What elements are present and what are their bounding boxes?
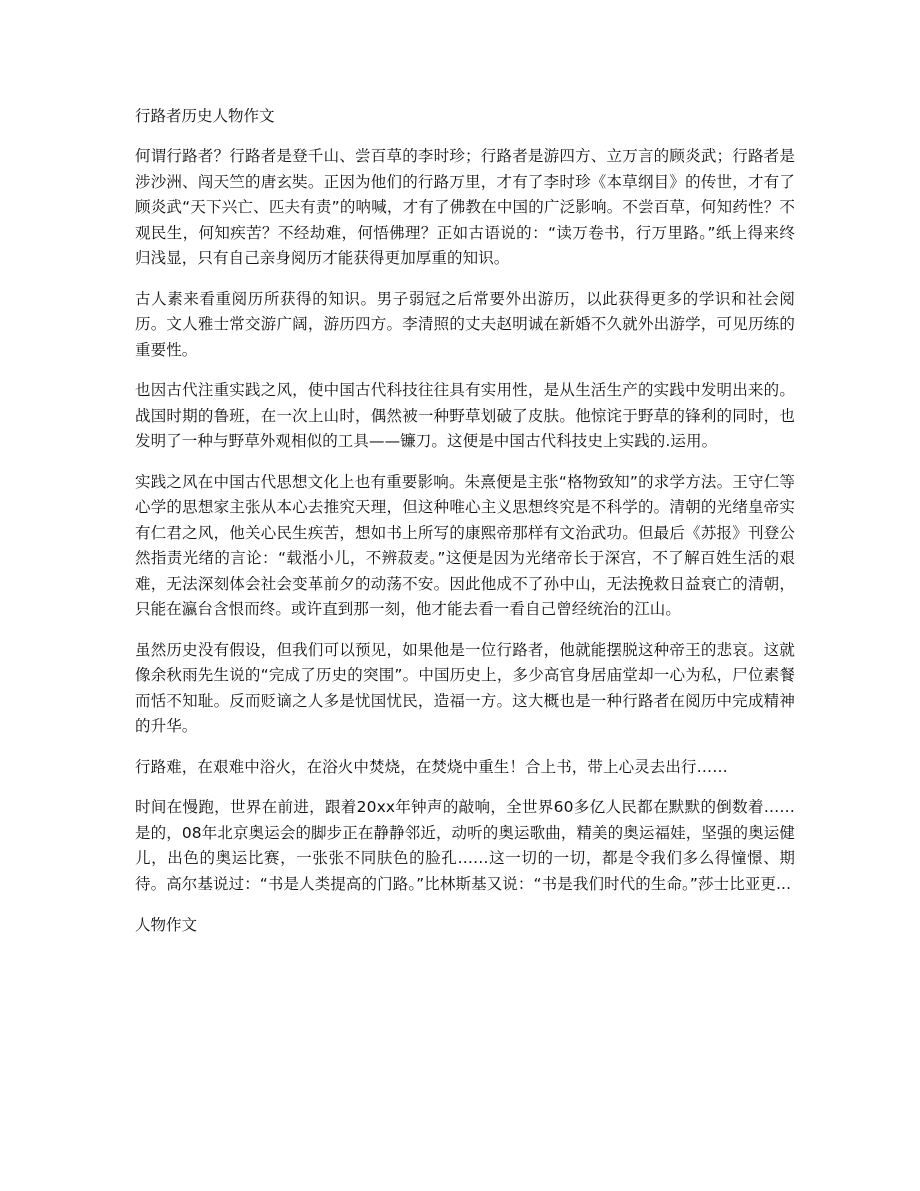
paragraph: 行路难，在艰难中浴火，在浴火中焚烧，在焚烧中重生！合上书，带上心灵去出行…… [135,757,728,776]
section-title: 人物作文 [135,916,198,934]
paragraph: 实践之风在中国古代思想文化上也有重要影响。朱熹便是主张“格物致知”的求学方法。王守仁等心学的思想家主张从本心去推究天理，但这种唯心主义思想终究是不科学的。清朝的光绪皇帝实有仁君之风，他关心民生疾苦，想如书上所写的康熙帝那样有文治武功。但最后《苏报》刊登公然指责光绪的言论：“载湉小儿，不辨菽麦。”这便是因为光绪帝长于深宫，不了解百姓生活的艰难，无法深刻体会社会变革前夕的动荡不安。因此他成不了孙中山，无法挽救日益衰亡的清朝，只能在瀛台含恨而终。或许直到那一刻，他才能去看一看自己曾经统治的江山。 [135,472,795,618]
paragraph: 虽然历史没有假设，但我们可以预见，如果他是一位行路者，他就能摆脱这种帝王的悲哀。这就像余秋雨先生说的“完成了历史的突围”。中国历史上，多少高官身居庙堂却一心为私，尸位素餐而恬不知耻。反而贬谪之人多是忧国忧民，造福一方。这大概也是一种行路者在阅历中完成精神的升华。 [135,640,795,735]
document-title: 行路者历史人物作文 [135,107,275,125]
paragraph: 古人素来看重阅历所获得的知识。男子弱冠之后常要外出游历，以此获得更多的学识和社会阅历。文人雅士常交游广阔，游历四方。李清照的丈夫赵明诚在新婚不久就外出游学，可见历练的重要性。 [135,289,795,359]
paragraph: 何谓行路者？行路者是登千山、尝百草的李时珍；行路者是游四方、立万言的顾炎武；行路者是涉沙洲、闯天竺的唐玄奘。正因为他们的行路万里，才有了李时珍《本草纲目》的传世，才有了顾炎武“天下兴亡、匹夫有责”的呐喊，才有了佛教在中国的广泛影响。不尝百草，何知药性？不观民生，何知疾苦？不经劫难，何悟佛理？正如古语说的：“读万卷书，行万里路。”纸上得来终归浅显，只有自己亲身阅历才能获得更加厚重的知识。 [135,147,795,267]
document-page [135,103,795,938]
paragraph: 也因古代注重实践之风，使中国古代科技往往具有实用性，是从生活生产的实践中发明出来的。战国时期的鲁班，在一次上山时，偶然被一种野草划破了皮肤。他惊诧于野草的锋利的同时，也发明了一种与野草外观相似的工具——镰刀。这便是中国古代科技史上实践的.运用。 [135,381,795,450]
paragraph: 时间在慢跑，世界在前进，跟着20xx年钟声的敲响，全世界60多亿人民都在默默的倒数着……是的，08年北京奥运会的脚步正在静静邻近，动听的奥运歌曲，精美的奥运福娃，坚强的奥运健儿，出色的奥运比赛，一张张不同肤色的脸孔……这一切的一切，都是令我们多么得憧憬、期待。高尔基说过：“书是人类提高的门路。”比林斯基又说：“书是我们时代的生命。”莎士比亚更... [135,798,795,893]
